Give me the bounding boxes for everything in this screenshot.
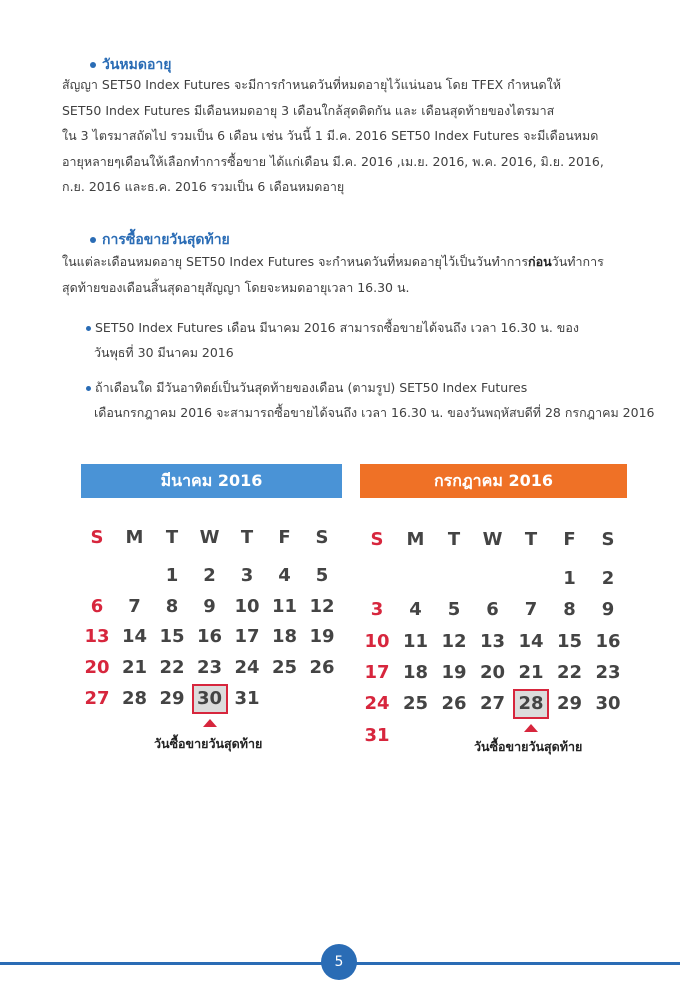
calendar-caption-july: วันซื้อขายวันสุดท้าย xyxy=(474,739,583,754)
calendar-day: 3 xyxy=(240,565,254,586)
calendar-day: 31 xyxy=(234,687,260,709)
expiry-paragraph xyxy=(62,72,662,200)
calendar-day: 18 xyxy=(402,661,429,683)
calendar-day: 26 xyxy=(441,693,467,715)
weekday-label: T xyxy=(447,529,461,550)
calendar-day: 14 xyxy=(121,626,148,648)
calendar-day: 16 xyxy=(595,630,621,652)
calendar-day: 30 xyxy=(595,693,621,715)
text-span: วันทำการ xyxy=(551,254,604,269)
calendar-day: 9 xyxy=(203,595,216,617)
calendar-day: 10 xyxy=(364,630,390,652)
bullet-dot-icon xyxy=(90,237,96,243)
calendar-day: 29 xyxy=(159,687,185,709)
calendar-day: 11 xyxy=(402,630,429,652)
calendar-day: 24 xyxy=(364,693,390,715)
last-trading-paragraph xyxy=(62,249,662,300)
calendar-day: 19 xyxy=(309,626,335,648)
calendar-day: 6 xyxy=(90,595,104,617)
weekday-label: T xyxy=(524,529,538,550)
calendar-day: 6 xyxy=(486,599,499,621)
weekday-label: W xyxy=(482,529,503,550)
calendar-day: 31 xyxy=(364,724,390,746)
calendar-day: 22 xyxy=(159,657,185,679)
weekday-label: F xyxy=(563,529,576,550)
weekday-label: S xyxy=(370,529,384,550)
calendar-day: 22 xyxy=(556,661,583,683)
bullet-item-march xyxy=(86,315,676,365)
pointer-triangle-icon xyxy=(524,724,538,732)
calendar-day: 8 xyxy=(165,595,179,617)
calendar-day: 4 xyxy=(409,599,422,621)
weekday-label: S xyxy=(601,529,615,550)
weekday-label: S xyxy=(315,527,329,548)
calendar-day: 12 xyxy=(309,595,335,617)
calendar-day: 5 xyxy=(447,599,461,621)
emphasis-text: ก่อน xyxy=(528,254,552,269)
paragraph-line: SET50 Index Futures มีเดือนหมดอายุ 3 เดือนใกล้สุดติดกัน และ เดือนสุดท้ายของไตรมาส xyxy=(62,102,555,118)
calendar-day: 16 xyxy=(196,626,223,648)
bullet-item-july xyxy=(86,375,676,425)
calendar-header-march: มีนาคม 2016 xyxy=(81,464,342,498)
calendar-day: 2 xyxy=(601,568,615,589)
calendar-day: 18 xyxy=(271,626,298,648)
calendar-day: 25 xyxy=(271,657,298,679)
calendar-day: 7 xyxy=(128,595,141,617)
calendar-day: 21 xyxy=(121,657,148,679)
calendar-day: 1 xyxy=(563,568,576,589)
paragraph-line: ก.ย. 2016 และธ.ค. 2016 รวมเป็น 6 เดือนหมดอายุ xyxy=(62,179,345,195)
paragraph-line: ใน 3 ไตรมาสถัดไป รวมเป็น 6 เดือน เช่น วันนี้ 1 มี.ค. 2016 SET50 Index Futures จะมีเดือนหมด xyxy=(62,128,599,144)
calendar-day: 7 xyxy=(524,599,538,621)
section-heading-text: วันหมดอายุ xyxy=(102,57,172,73)
calendar-day: 1 xyxy=(165,565,179,586)
calendar-day: 27 xyxy=(84,687,110,709)
calendar-day: 2 xyxy=(203,565,216,586)
paragraph-line: อายุหลายๆเดือนให้เลือกทำการซื้อขาย ได้แก่เดือน มี.ค. 2016 ,เม.ย. 2016, พ.ค. 2016, มิ.ย. 2016, xyxy=(62,153,604,169)
section-heading-text: การซื้อขายวันสุดท้าย xyxy=(102,232,230,248)
calendar-day: 13 xyxy=(479,630,506,652)
calendar-day-last-trading: 28 xyxy=(513,689,549,719)
calendar-day: 25 xyxy=(402,693,429,715)
weekday-label: F xyxy=(278,527,291,548)
calendar-day: 11 xyxy=(271,595,298,617)
bullet-text: เดือนกรกฎาคม 2016 จะสามารถซื้อขายได้จนถึง เวลา 16.30 น. ของวันพฤหัสบดีที่ 28 กรกฎาคม 2016 xyxy=(94,405,655,420)
bullet-dot-icon xyxy=(86,326,91,331)
calendar-header-july: กรกฎาคม 2016 xyxy=(360,464,627,498)
text-span: ในแต่ละเดือนหมดอายุ SET50 Index Futures จะกำหนดวันที่หมดอายุไว้เป็นวันทำการ xyxy=(62,254,529,269)
paragraph-line xyxy=(62,249,662,275)
calendar-day: 17 xyxy=(364,661,390,683)
calendar-day: 14 xyxy=(518,630,544,652)
weekday-label: M xyxy=(406,529,425,550)
calendar-day: 19 xyxy=(441,661,467,683)
calendar-day: 17 xyxy=(234,626,260,648)
calendar-day: 24 xyxy=(234,657,260,679)
calendar-day: 8 xyxy=(563,599,576,621)
calendar-day: 15 xyxy=(556,630,583,652)
weekday-label: W xyxy=(199,527,220,548)
calendar-day: 28 xyxy=(121,687,148,709)
calendar-day: 20 xyxy=(84,657,110,679)
paragraph-line: สัญญา SET50 Index Futures จะมีการกำหนดวันที่หมดอายุไว้แน่นอน โดย TFEX กำหนดให้ xyxy=(62,77,561,92)
weekday-label: M xyxy=(125,527,144,548)
calendar-day: 20 xyxy=(479,661,506,683)
calendar-day: 15 xyxy=(159,626,185,648)
calendar-day: 9 xyxy=(601,599,615,621)
page-number: 5 xyxy=(321,944,357,980)
bullet-text: SET50 Index Futures เดือน มีนาคม 2016 สามารถซื้อขายได้จนถึง เวลา 16.30 น. ของ xyxy=(95,320,579,335)
paragraph-line: สุดท้ายของเดือนสิ้นสุดอายุสัญญา โดยจะหมดอายุเวลา 16.30 น. xyxy=(62,279,410,295)
calendar-day-last-trading: 30 xyxy=(192,684,228,714)
weekday-label: T xyxy=(165,527,179,548)
weekday-label: S xyxy=(90,527,104,548)
calendar-day: 27 xyxy=(479,693,506,715)
calendar-day: 23 xyxy=(595,661,621,683)
calendar-day: 10 xyxy=(234,595,260,617)
calendar-day: 23 xyxy=(196,657,223,679)
calendar-day: 29 xyxy=(556,693,583,715)
calendar-day: 21 xyxy=(518,661,544,683)
calendar-day: 12 xyxy=(441,630,467,652)
bullet-text: ถ้าเดือนใด มีวันอาทิตย์เป็นวันสุดท้ายของเดือน (ตามรูป) SET50 Index Futures xyxy=(95,380,528,395)
calendar-day: 5 xyxy=(315,565,329,586)
calendar-day: 4 xyxy=(278,565,291,586)
section-heading-last-trading xyxy=(90,229,230,251)
pointer-triangle-icon xyxy=(203,719,217,727)
calendar-caption-march: วันซื้อขายวันสุดท้าย xyxy=(154,736,263,751)
calendar-day: 13 xyxy=(84,626,110,648)
bullet-dot-icon xyxy=(90,62,96,68)
calendar-day: 26 xyxy=(309,657,335,679)
bullet-dot-icon xyxy=(86,386,91,391)
bullet-text: วันพุธที่ 30 มีนาคม 2016 xyxy=(94,345,234,360)
calendar-day: 3 xyxy=(370,599,384,621)
weekday-label: T xyxy=(240,527,254,548)
